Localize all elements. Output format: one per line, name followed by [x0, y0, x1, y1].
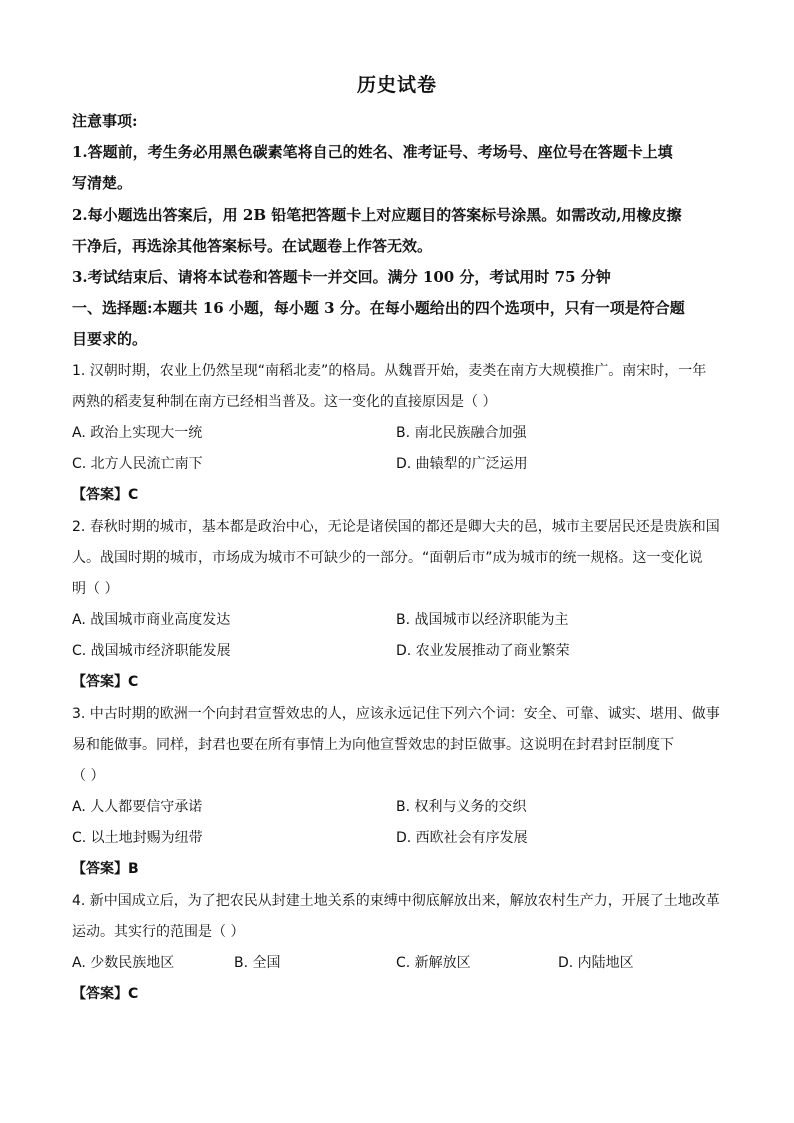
notice-line-2: 写清楚。 [72, 174, 133, 192]
question-2-stem-line-1: 2. 春秋时期的城市，基本都是政治中心，无论是诸侯国的都还是卿大夫的邑，城市主要居民还是贵族和国 [72, 519, 720, 535]
notice-heading: 注意事项: [72, 112, 138, 130]
question-2-answer: 【答案】C [72, 674, 139, 690]
question-1-option-a: A. 政治上实现大一统 [72, 425, 203, 441]
question-3-stem-line-3: （ ） [72, 768, 105, 784]
question-2-option-a: A. 战国城市商业高度发达 [72, 612, 231, 628]
question-1-option-b: B. 南北民族融合加强 [396, 425, 527, 441]
notice-line-1: 1.答题前，考生务必用黑色碳素笔将自己的姓名、准考证号、考场号、座位号在答题卡上填 [72, 143, 673, 161]
question-1-answer: 【答案】C [72, 487, 139, 503]
question-4-stem-line-1: 4. 新中国成立后，为了把农民从封建土地关系的束缚中彻底解放出来，解放农村生产力，开展了土地改革 [72, 893, 720, 909]
question-3-option-c: C. 以土地封赐为纽带 [72, 830, 203, 846]
notice-line-4: 干净后，再选涂其他答案标号。在试题卷上作答无效。 [72, 237, 433, 255]
question-2-option-c: C. 战国城市经济职能发展 [72, 643, 231, 659]
section-heading-line-1: 一、选择题:本题共 16 小题，每小题 3 分。在每小题给出的四个选项中，只有一项是符合题 [72, 299, 685, 317]
question-4-option-d: D. 内陆地区 [558, 955, 634, 971]
question-4-option-c: C. 新解放区 [396, 955, 471, 971]
question-3-answer: 【答案】B [72, 861, 139, 877]
question-4-option-a: A. 少数民族地区 [72, 955, 175, 971]
question-1-option-c: C. 北方人民流亡南下 [72, 456, 203, 472]
notice-line-5: 3.考试结束后、请将本试卷和答题卡一并交回。满分 100 分，考试用时 75 分钟 [72, 268, 611, 286]
question-2-option-b: B. 战国城市以经济职能为主 [396, 612, 569, 628]
question-3-stem-line-1: 3. 中古时期的欧洲一个向封君宣誓效忠的人，应该永远记住下列六个词：安全、可靠、诚实、堪用、做事 [72, 706, 720, 722]
question-1-stem-line-1: 1. 汉朝时期，农业上仍然呈现“南稻北麦”的格局。从魏晋开始，麦类在南方大规模推广。南宋时，一年 [72, 363, 707, 379]
question-3-option-b: B. 权利与义务的交织 [396, 799, 527, 815]
question-2-stem-line-2: 人。战国时期的城市，市场成为城市不可缺少的一部分。“面朝后市”成为城市的统一规格。这一变化说 [72, 550, 703, 566]
section-heading-line-2: 目要求的。 [72, 330, 148, 348]
question-4-answer: 【答案】C [72, 986, 139, 1002]
question-2-stem-line-3: 明（ ） [72, 581, 119, 597]
question-1-option-d: D. 曲辕犁的广泛运用 [396, 456, 528, 472]
question-3-option-d: D. 西欧社会有序发展 [396, 830, 528, 846]
page-title: 历史试卷 [356, 74, 437, 96]
question-3-stem-line-2: 易和能做事。同样，封君也要在所有事情上为向他宣誓效忠的封臣做事。这说明在封君封臣制度下 [72, 737, 674, 753]
question-4-stem-line-2: 运动。其实行的范围是（ ） [72, 924, 245, 940]
question-1-stem-line-2: 两熟的稻麦复种制在南方已经相当普及。这一变化的直接原因是（ ） [72, 394, 497, 410]
question-2-option-d: D. 农业发展推动了商业繁荣 [396, 643, 570, 659]
notice-line-3: 2.每小题选出答案后，用 2B 铅笔把答题卡上对应题目的答案标号涂黑。如需改动,用橡皮擦 [72, 206, 682, 224]
question-3-option-a: A. 人人都要信守承诺 [72, 799, 203, 815]
question-4-option-b: B. 全国 [234, 955, 281, 971]
